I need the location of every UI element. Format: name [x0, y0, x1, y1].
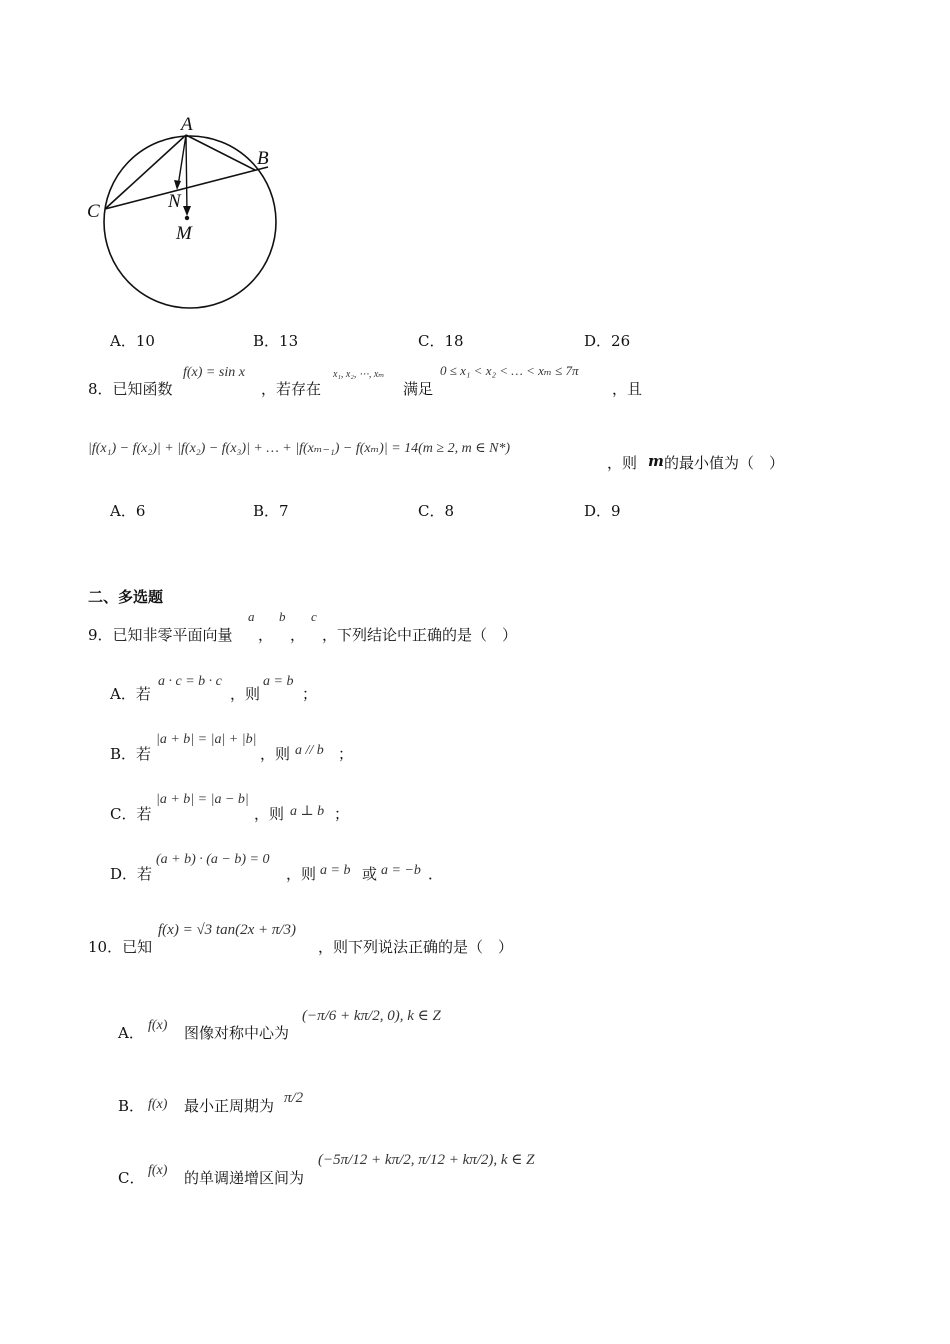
q9-b-prefix: B．若	[110, 745, 152, 763]
q10-a-fx: f(x)	[148, 1018, 168, 1033]
label-c: C	[87, 201, 100, 222]
q10-a-expr: (−π/6 + kπ/2, 0), k ∈ Z	[302, 1008, 441, 1024]
circle-figure	[80, 110, 290, 320]
q9-vec-b: b	[279, 609, 286, 624]
q8-option-d[interactable]: D．9	[584, 502, 621, 520]
q10-a-prefix: A．	[118, 1024, 144, 1042]
q8-text4: ，则	[607, 454, 638, 472]
q9-d-concl: a = b	[320, 863, 351, 878]
q9-d-or: 或	[362, 865, 378, 883]
q9-d-mid: ，则	[286, 865, 317, 883]
q8-sum-expression: |f(x₁) − f(x₂)| + |f(x₂) − f(x₃)| + … + |f(xₘ₋₁) − f(xₘ)| = 14(m ≥ 2, m ∈ N*)	[88, 441, 511, 456]
section-heading: 二、多选题	[88, 588, 164, 606]
q9-b-mid: ，则	[260, 745, 291, 763]
q9-vec-a: a	[248, 609, 255, 624]
q10-c-expr: (−5π/12 + kπ/2, π/12 + kπ/2), k ∈ Z	[318, 1152, 535, 1168]
vector-am	[186, 135, 187, 214]
q9-c-mid: ，则	[254, 805, 285, 823]
label-a: A	[181, 114, 193, 135]
q7-option-d[interactable]: D．26	[584, 332, 631, 350]
q9-sep1: ，	[258, 626, 274, 644]
q10-a-text: 图像对称中心为	[184, 1024, 290, 1042]
q7-option-b[interactable]: B．13	[253, 332, 299, 350]
q9-b-concl: a // b	[295, 743, 324, 758]
q10-number: 10．已知	[88, 938, 153, 956]
q9-b-cond: |a + b| = |a| + |b|	[156, 732, 257, 747]
q9-d-concl2: a = −b	[381, 863, 421, 878]
q10-b-fx: f(x)	[148, 1097, 168, 1112]
q9-text: ，下列结论中正确的是（ ）	[322, 626, 518, 644]
circle	[104, 136, 276, 308]
q9-a-cond: a · c = b · c	[158, 674, 222, 689]
arrow-head-m	[183, 206, 191, 216]
q8-condition: 0 ≤ x₁ < x₂ < … < xₘ ≤ 7π	[440, 363, 579, 378]
q9-a-prefix: A．若	[110, 685, 151, 703]
q9-b-end: ；	[338, 745, 354, 763]
q10-text: ，则下列说法正确的是（ ）	[318, 938, 514, 956]
label-m: M	[176, 223, 192, 244]
q10-c-text: 的单调递增区间为	[184, 1169, 305, 1187]
q8-func: f(x) = sin x	[183, 365, 245, 380]
q9-c-concl: a ⊥ b	[290, 804, 325, 819]
q8-option-c[interactable]: C．8	[418, 502, 455, 520]
segment-ab	[186, 135, 255, 170]
q10-b-text: 最小正周期为	[184, 1097, 275, 1115]
q9-c-end: ；	[334, 805, 350, 823]
q8-vars: x₁, x₂, ⋯, xₘ	[333, 369, 385, 380]
q8-option-a[interactable]: A．6	[110, 502, 146, 520]
q10-func: f(x) = √3 tan(2x + π/3)	[158, 922, 297, 938]
q8-number: 8．已知函数	[88, 380, 173, 398]
q9-vec-c: c	[311, 609, 317, 624]
q8-option-b[interactable]: B．7	[253, 502, 289, 520]
q8-text5: 的最小值为（ ）	[664, 454, 785, 472]
q9-a-end: ；	[302, 685, 318, 703]
q8-text2: 满足	[403, 380, 434, 398]
point-m	[185, 216, 189, 220]
q10-b-prefix: B．	[118, 1097, 145, 1115]
q9-d-prefix: D．若	[110, 865, 153, 883]
q10-c-fx: f(x)	[148, 1163, 168, 1178]
q9-sep2: ，	[290, 626, 306, 644]
q9-a-concl: a = b	[263, 674, 294, 689]
q9-a-mid: ，则	[230, 685, 261, 703]
q7-option-c[interactable]: C．18	[418, 332, 464, 350]
q8-m: m	[648, 452, 664, 470]
q9-number: 9．已知非零平面向量	[88, 626, 233, 644]
q10-c-prefix: C．	[118, 1169, 145, 1187]
label-b: B	[257, 148, 269, 169]
q7-option-a[interactable]: A．10	[110, 332, 155, 350]
q9-c-prefix: C．若	[110, 805, 152, 823]
q8-text1: ，若存在	[261, 380, 322, 398]
q9-d-end: ．	[428, 865, 444, 883]
q8-text3: ，且	[612, 380, 643, 398]
q9-d-cond: (a + b) · (a − b) = 0	[156, 852, 270, 867]
q10-b-expr: π/2	[284, 1090, 304, 1106]
arrow-head-n	[174, 180, 181, 190]
vector-an	[178, 135, 186, 186]
label-n: N	[168, 191, 181, 212]
q9-c-cond: |a + b| = |a − b|	[156, 792, 249, 807]
